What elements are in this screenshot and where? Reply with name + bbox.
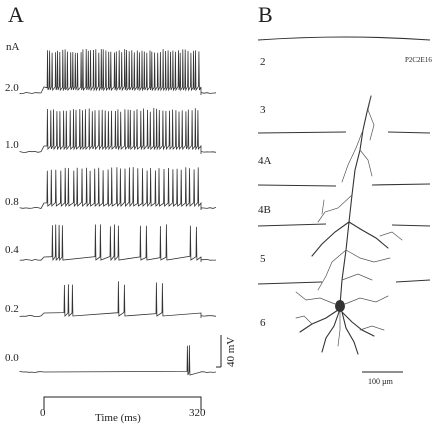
voltage-trace-0-8nA	[20, 167, 216, 210]
time-axis-line	[44, 397, 201, 410]
basal-dendrite-3	[322, 312, 339, 352]
basal-dendrite-8	[296, 316, 312, 324]
boundary-4a-4b-right	[392, 225, 430, 226]
neuron-reconstruction	[296, 96, 402, 354]
boundary-2-3-left	[258, 132, 346, 133]
current-label-1-0: 1.0	[5, 139, 19, 151]
time-axis-end-label: 320	[189, 407, 206, 419]
soma	[335, 300, 345, 312]
current-unit-label: nA	[6, 41, 20, 53]
current-label-0-4: 0.4	[5, 244, 19, 256]
apical-dendrite	[340, 96, 371, 305]
basal-branch-left-1	[312, 222, 349, 256]
axon-fragment	[322, 200, 324, 214]
pia-boundary	[258, 37, 430, 40]
time-axis	[40, 397, 206, 424]
current-label-0-2: 0.2	[5, 303, 19, 315]
time-axis-title: Time (ms)	[95, 412, 141, 424]
layer-label-6: 6	[260, 317, 266, 329]
layer-label-5: 5	[260, 253, 266, 265]
boundary-3-4a-left	[258, 185, 336, 186]
panel-a-label: A	[8, 2, 24, 27]
current-label-0-8: 0.8	[5, 196, 19, 208]
basal-branch-right-3	[342, 274, 372, 280]
boundary-3-4a-right	[372, 184, 430, 185]
voltage-trace-0-4nA	[20, 224, 216, 262]
layer-boundaries	[258, 37, 430, 284]
basal-branch-right-2	[346, 250, 390, 262]
voltage-trace-2-0nA	[20, 49, 216, 95]
current-label-0-0: 0.0	[5, 352, 19, 364]
layer-label-4b: 4B	[258, 204, 271, 216]
voltage-trace-0-2nA	[20, 281, 216, 318]
basal-dendrite-5	[296, 292, 335, 304]
basal-dendrite-4	[342, 312, 358, 354]
oblique-branch-2	[360, 150, 372, 176]
layer-label-2: 2	[260, 56, 266, 68]
layer-label-3: 3	[260, 104, 266, 116]
oblique-branch-1	[342, 130, 363, 182]
basal-dendrite-2	[342, 312, 374, 336]
voltage-trace-1-0nA	[20, 108, 216, 154]
time-axis-start-label: 0	[40, 407, 46, 419]
voltage-scale-bar-label: 40 mV	[225, 336, 237, 367]
basal-dendrite-6	[345, 296, 388, 304]
boundary-4b-5-right	[396, 280, 430, 282]
length-scale-bar	[362, 372, 403, 386]
boundary-4b-5-left	[258, 282, 322, 284]
boundary-4a-4b-left	[258, 224, 326, 226]
panel-a	[5, 2, 237, 424]
descending-axon	[338, 312, 340, 346]
length-scale-bar-label: 100 µm	[368, 377, 393, 386]
voltage-trace-0-0nA	[20, 345, 216, 375]
basal-dendrite-7	[360, 326, 384, 330]
oblique-branch-4	[380, 232, 402, 240]
cell-id-label: P2C2E16	[405, 56, 432, 64]
panel-b-label: B	[258, 2, 273, 27]
panel-b	[258, 2, 432, 386]
layer-label-4a: 4A	[258, 155, 272, 167]
boundary-2-3-right	[388, 132, 430, 133]
voltage-scale-bar	[216, 335, 237, 367]
current-label-2-0: 2.0	[5, 82, 19, 94]
